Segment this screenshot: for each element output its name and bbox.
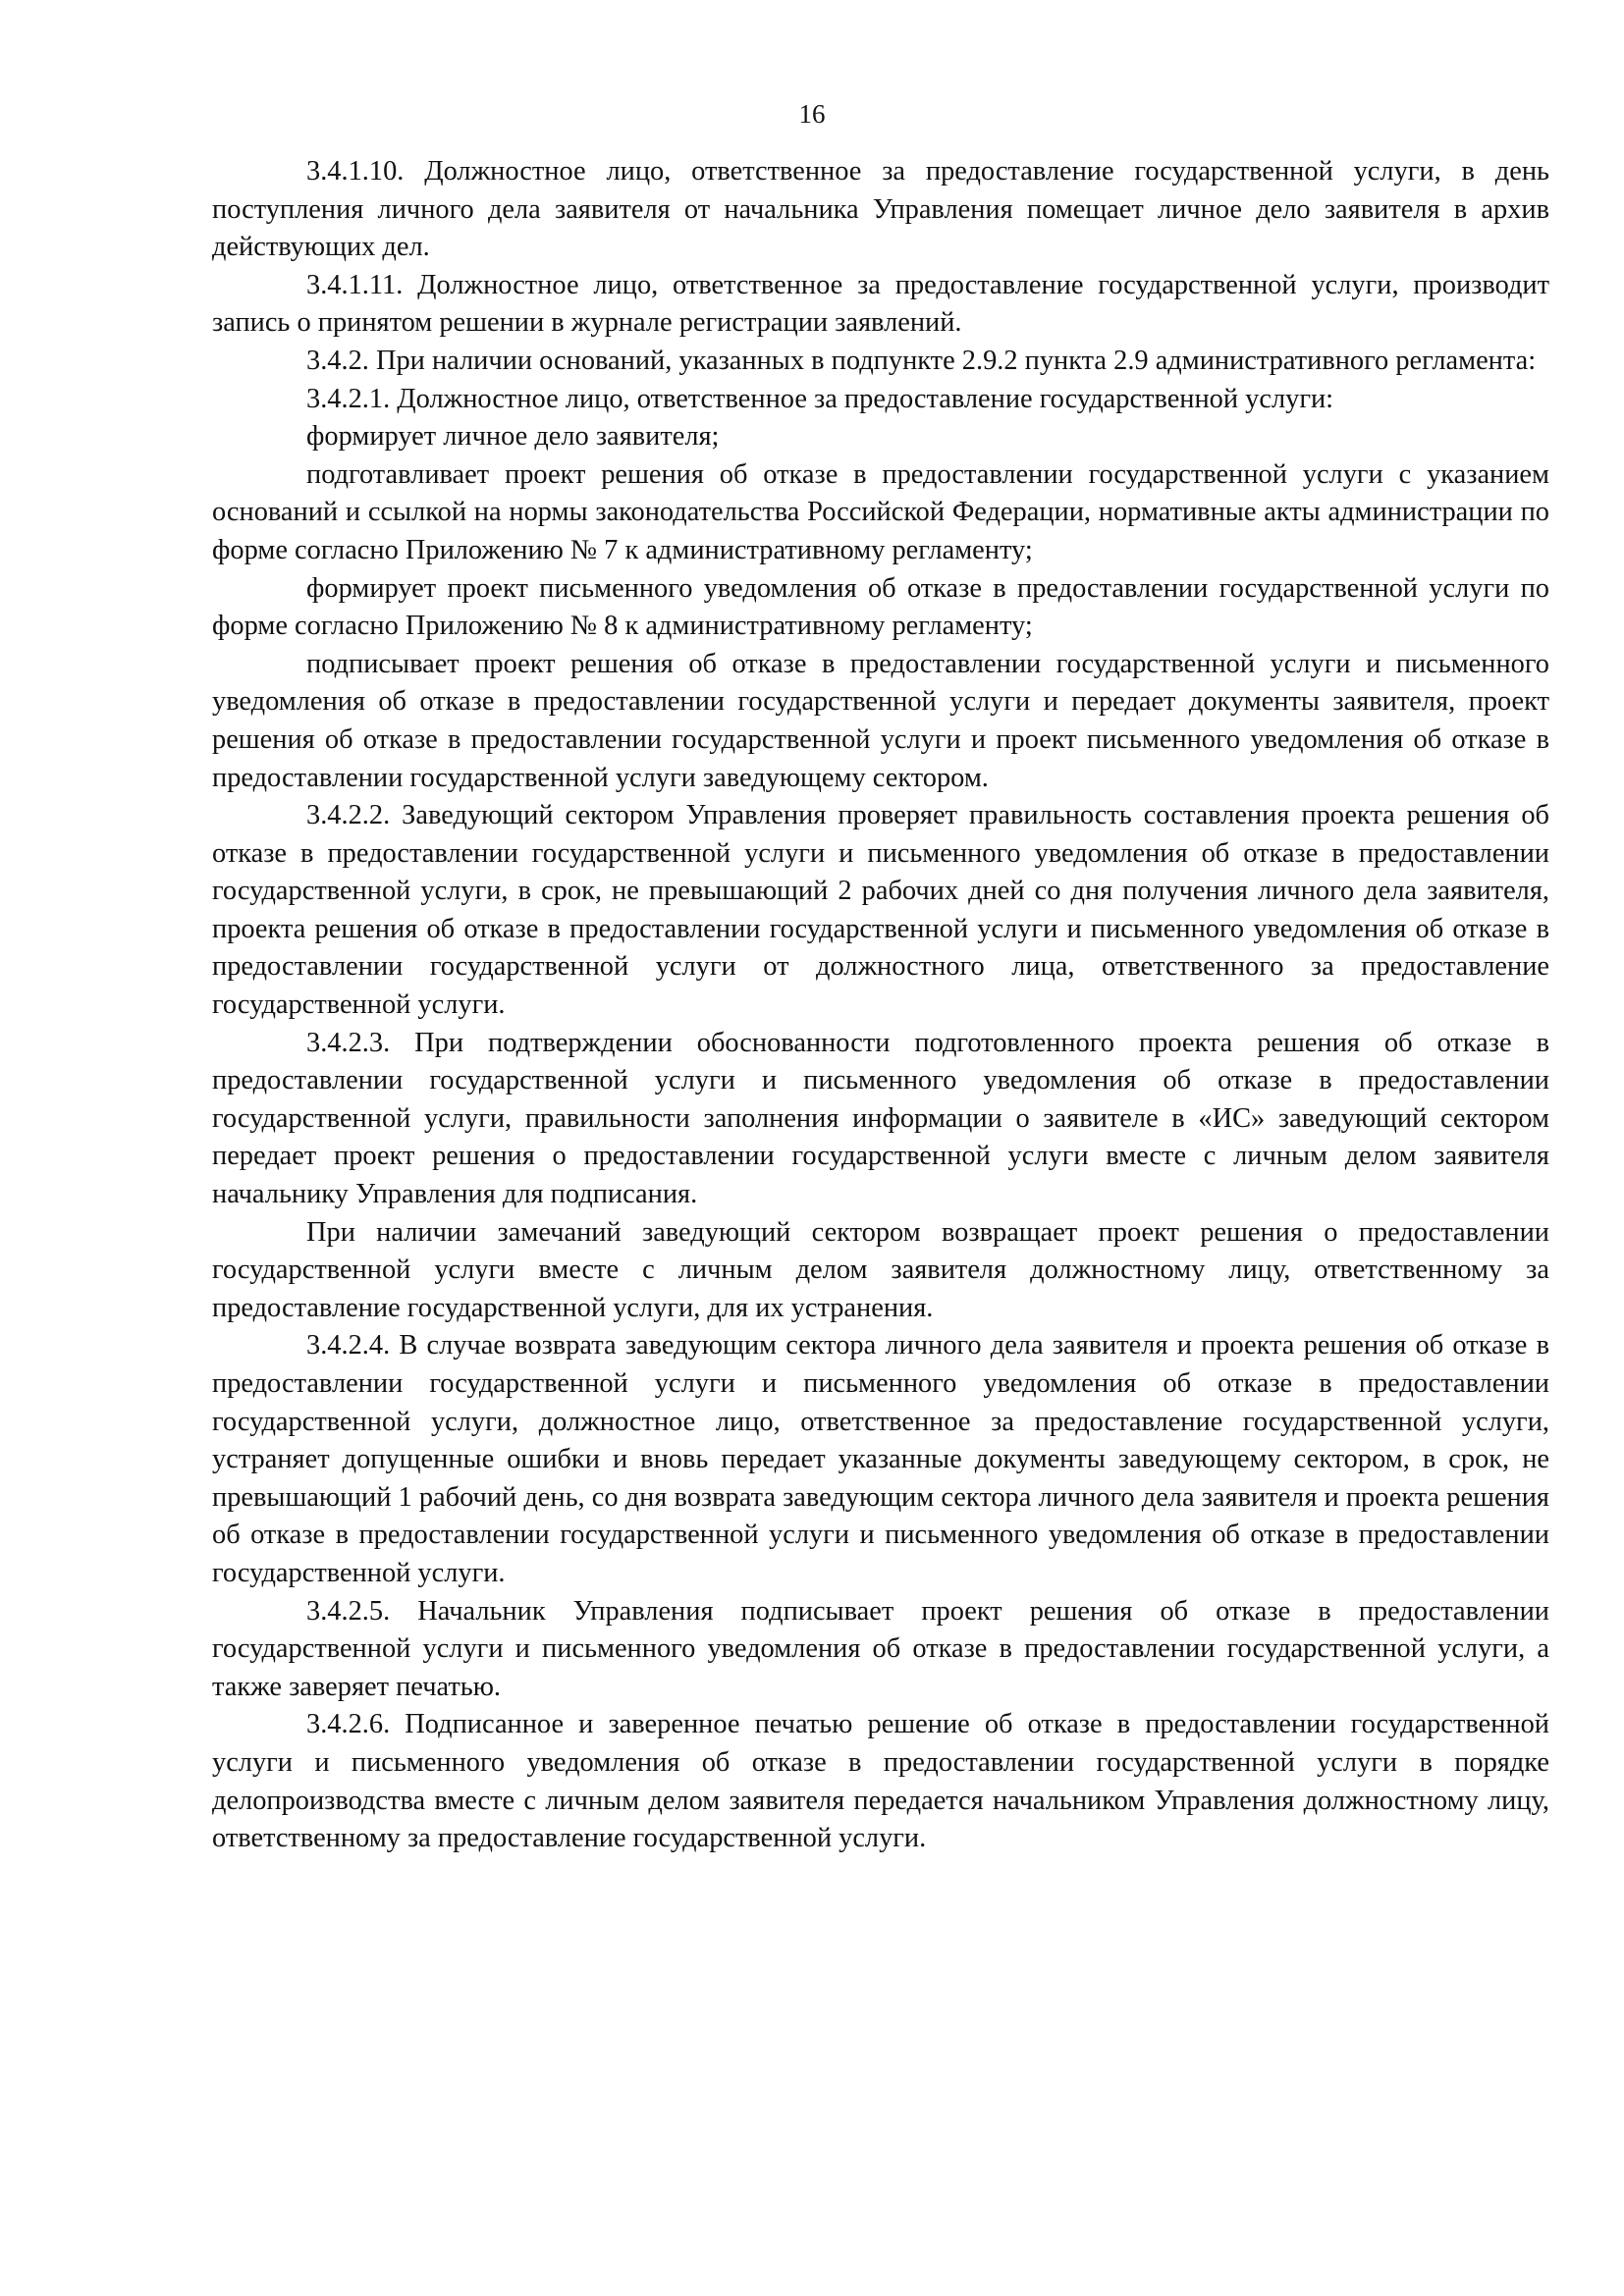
paragraph-forms-personal-file: формирует личное дело заявителя;	[306, 421, 720, 453]
paragraph-3-4-2-3: 3.4.2.3. При подтверждении обоснованности подготовленного проекта решения об отказе в предоставлении государственной услуги и письменного уведомления об отказе в предоставлении государственной услуги, правильности заполнения информации о заявителе в «ИС» заведующий сектором передает проект решения о предоставлении государственной услуги вместе с личным делом заявителя начальнику Управления для подписания.	[212, 1027, 1549, 1210]
paragraph-3-4-2-1: 3.4.2.1. Должностное лицо, ответственное за предоставление государственной услуги:	[306, 383, 1334, 414]
paragraph-3-4-1-10: 3.4.1.10. Должностное лицо, ответственное за предоставление государственной услуги, в день поступления личного дела заявителя от начальника Управления помещает личное дело заявителя в архив действующих дел.	[212, 156, 1549, 263]
paragraph-3-4-2-4: 3.4.2.4. В случае возврата заведующим сектора личного дела заявителя и проекта решения об отказе в предоставлении государственной услуги и письменного уведомления об отказе в предоставлении государственной услуги, должностное лицо, ответственное за предоставление государственной услуги, устраняет допущенные ошибки и вновь передает указанные документы заведующему сектором, в срок, не превышающий 1 рабочий день, со дня возврата заведующим сектора личного дела заявителя и проекта решения об отказе в предоставлении государственной услуги и письменного уведомления об отказе в предоставлении государственной услуги.	[212, 1330, 1549, 1588]
paragraph-3-4-2-6: 3.4.2.6. Подписанное и заверенное печатью решение об отказе в предоставлении государственной услуги и письменного уведомления об отказе в предоставлении государственной услуги в порядке делопроизводства вместе с личным делом заявителя передается начальником Управления должностному лицу, ответственному за предоставление государственной услуги.	[212, 1709, 1549, 1854]
document-body	[212, 153, 1549, 1858]
paragraph-remarks-return: При наличии замечаний заведующий сектором возвращает проект решения о предоставлении государственной услуги вместе с личным делом заявителя должностному лицу, ответственному за предоставление государственной услуги, для их устранения.	[212, 1216, 1549, 1323]
paragraph-prepares-refusal-decision: подготавливает проект решения об отказе в предоставлении государственной услуги с указанием оснований и ссылкой на нормы законодательства Российской Федерации, нормативные акты администрации по форме согласно Приложению № 7 к административному регламенту;	[212, 458, 1549, 565]
paragraph-3-4-2-5: 3.4.2.5. Начальник Управления подписывает проект решения об отказе в предоставлении государственной услуги и письменного уведомления об отказе в предоставлении государственной услуги, а также заверяет печатью.	[212, 1595, 1549, 1702]
paragraph-forms-notification: формирует проект письменного уведомления об отказе в предоставлении государственной услуги по форме согласно Приложению № 8 к административному регламенту;	[212, 572, 1549, 642]
paragraph-signs-and-transfers: подписывает проект решения об отказе в предоставлении государственной услуги и письменного уведомления об отказе в предоставлении государственной услуги и передает документы заявителя, проект решения об отказе в предоставлении государственной услуги и проект письменного уведомления об отказе в предоставлении государственной услуги заведующему сектором.	[212, 648, 1549, 793]
paragraph-3-4-2-2: 3.4.2.2. Заведующий сектором Управления проверяет правильность составления проекта решения об отказе в предоставлении государственной услуги и письменного уведомления об отказе в предоставлении государственной услуги, в срок, не превышающий 2 рабочих дней со дня получения личного дела заявителя, проекта решения об отказе в предоставлении государственной услуги и письменного уведомления об отказе в предоставлении государственной услуги от должностного лица, ответственного за предоставление государственной услуги.	[212, 800, 1549, 1021]
paragraph-3-4-2: 3.4.2. При наличии оснований, указанных в подпункте 2.9.2 пункта 2.9 административного регламента:	[306, 345, 1537, 376]
page-number: 16	[798, 99, 826, 129]
paragraph-3-4-1-11: 3.4.1.11. Должностное лицо, ответственное за предоставление государственной услуги, производит запись о принятом решении в журнале регистрации заявлений.	[212, 269, 1549, 339]
